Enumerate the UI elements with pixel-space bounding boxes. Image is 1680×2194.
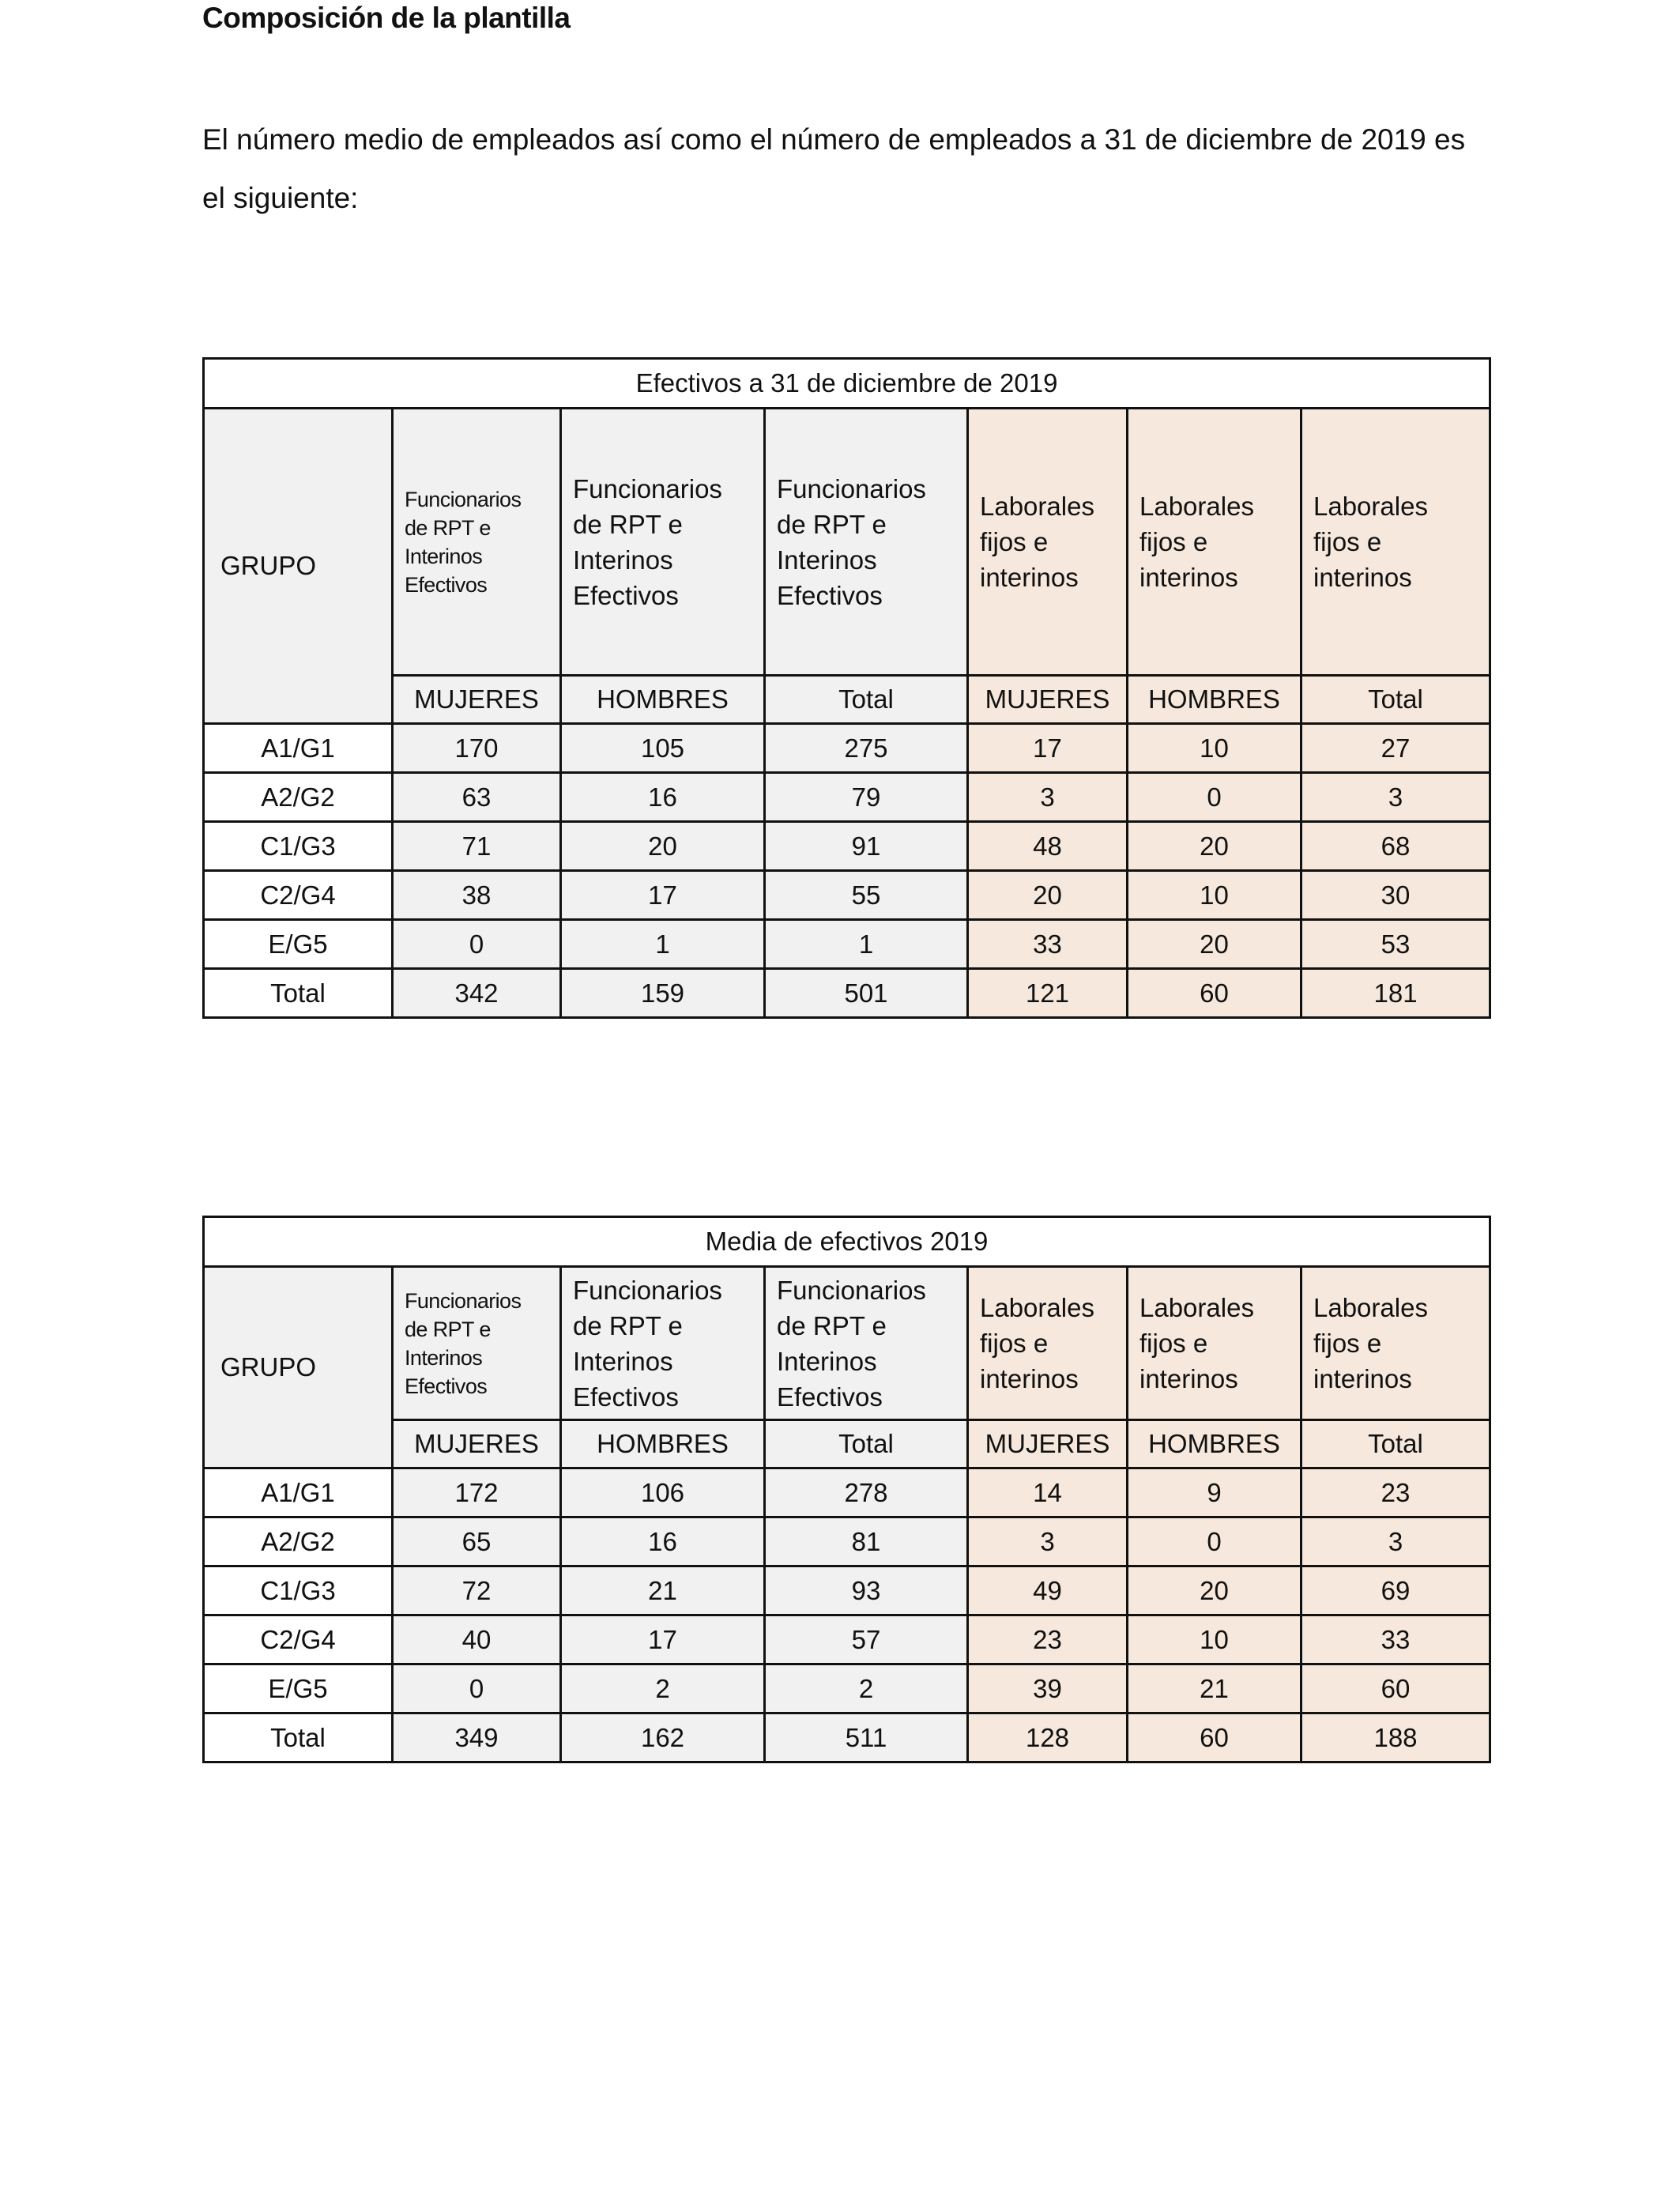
value-cell: 65 [393, 1517, 561, 1566]
value-cell: 16 [561, 1517, 765, 1566]
group-cell: C1/G3 [204, 1566, 393, 1615]
value-cell: 17 [968, 724, 1128, 773]
group-cell: C2/G4 [204, 1615, 393, 1664]
table-row [204, 969, 1490, 1018]
table-row [204, 920, 1490, 969]
value-cell: 91 [765, 822, 968, 871]
funcionarios-header: Funcionarios de RPT e Interinos Efectivos [393, 1267, 561, 1420]
value-cell: 0 [1128, 773, 1301, 822]
subheader-total: Total [765, 1420, 968, 1468]
laborales-header: Laborales fijos e interinos [1128, 1267, 1301, 1420]
group-cell: A2/G2 [204, 773, 393, 822]
subheader-hombres: HOMBRES [561, 676, 765, 724]
value-cell: 38 [393, 871, 561, 920]
table-row [204, 871, 1490, 920]
value-cell: 16 [561, 773, 765, 822]
subheader-mujeres: MUJERES [968, 1420, 1128, 1468]
funcionarios-header: Funcionarios de RPT e Interinos Efectivos [561, 409, 765, 676]
value-cell: 39 [968, 1664, 1128, 1713]
value-cell: 21 [561, 1566, 765, 1615]
value-cell: 81 [765, 1517, 968, 1566]
subheader-mujeres: MUJERES [393, 1420, 561, 1468]
table-title: Media de efectivos 2019 [204, 1217, 1490, 1267]
value-cell: 40 [393, 1615, 561, 1664]
funcionarios-header: Funcionarios de RPT e Interinos Efectivos [561, 1267, 765, 1420]
value-cell: 20 [561, 822, 765, 871]
value-cell: 3 [968, 1517, 1128, 1566]
table-row [204, 724, 1490, 773]
value-cell: 63 [393, 773, 561, 822]
media-efectivos-table [202, 1216, 1491, 1763]
value-cell: 349 [393, 1713, 561, 1762]
value-cell: 10 [1128, 1615, 1301, 1664]
value-cell: 49 [968, 1566, 1128, 1615]
value-cell: 188 [1301, 1713, 1490, 1762]
value-cell: 71 [393, 822, 561, 871]
value-cell: 72 [393, 1566, 561, 1615]
value-cell: 1 [561, 920, 765, 969]
value-cell: 55 [765, 871, 968, 920]
subheader-mujeres: MUJERES [968, 676, 1128, 724]
group-cell: Total [204, 969, 393, 1018]
efectivos-table [202, 357, 1491, 1019]
value-cell: 128 [968, 1713, 1128, 1762]
table-row [204, 822, 1490, 871]
table-row [204, 773, 1490, 822]
subheader-hombres: HOMBRES [1128, 676, 1301, 724]
group-cell: E/G5 [204, 920, 393, 969]
table-row [204, 1664, 1490, 1713]
page-heading: Composición de la plantilla [202, 2, 571, 34]
value-cell: 121 [968, 969, 1128, 1018]
value-cell: 93 [765, 1566, 968, 1615]
laborales-header: Laborales fijos e interinos [1128, 409, 1301, 676]
value-cell: 60 [1128, 1713, 1301, 1762]
funcionarios-header: Funcionarios de RPT e Interinos Efectivos [393, 409, 561, 676]
value-cell: 2 [561, 1664, 765, 1713]
group-cell: A2/G2 [204, 1517, 393, 1566]
value-cell: 20 [968, 871, 1128, 920]
value-cell: 106 [561, 1468, 765, 1517]
laborales-header: Laborales fijos e interinos [1301, 409, 1490, 676]
subheader-hombres: HOMBRES [1128, 1420, 1301, 1468]
value-cell: 68 [1301, 822, 1490, 871]
value-cell: 17 [561, 871, 765, 920]
value-cell: 33 [968, 920, 1128, 969]
value-cell: 23 [1301, 1468, 1490, 1517]
value-cell: 170 [393, 724, 561, 773]
value-cell: 69 [1301, 1566, 1490, 1615]
laborales-header: Laborales fijos e interinos [968, 1267, 1128, 1420]
subheader-mujeres: MUJERES [393, 676, 561, 724]
value-cell: 501 [765, 969, 968, 1018]
value-cell: 33 [1301, 1615, 1490, 1664]
value-cell: 162 [561, 1713, 765, 1762]
value-cell: 1 [765, 920, 968, 969]
grupo-header: GRUPO [204, 1267, 393, 1468]
value-cell: 57 [765, 1615, 968, 1664]
laborales-header: Laborales fijos e interinos [1301, 1267, 1490, 1420]
value-cell: 9 [1128, 1468, 1301, 1517]
value-cell: 48 [968, 822, 1128, 871]
subheader-total: Total [765, 676, 968, 724]
group-cell: A1/G1 [204, 1468, 393, 1517]
table-row [204, 1468, 1490, 1517]
value-cell: 0 [1128, 1517, 1301, 1566]
value-cell: 105 [561, 724, 765, 773]
value-cell: 60 [1128, 969, 1301, 1018]
value-cell: 10 [1128, 871, 1301, 920]
value-cell: 181 [1301, 969, 1490, 1018]
table-row [204, 1713, 1490, 1762]
value-cell: 20 [1128, 920, 1301, 969]
value-cell: 3 [1301, 773, 1490, 822]
funcionarios-header: Funcionarios de RPT e Interinos Efectivos [765, 1267, 968, 1420]
value-cell: 30 [1301, 871, 1490, 920]
grupo-header: GRUPO [204, 409, 393, 724]
value-cell: 172 [393, 1468, 561, 1517]
value-cell: 511 [765, 1713, 968, 1762]
intro-paragraph: El número medio de empleados así como el número de empleados a 31 de diciembre de 2019 es el siguiente: [202, 123, 1466, 214]
subheader-total: Total [1301, 1420, 1490, 1468]
table-row [204, 1566, 1490, 1615]
group-cell: C2/G4 [204, 871, 393, 920]
value-cell: 0 [393, 920, 561, 969]
value-cell: 342 [393, 969, 561, 1018]
group-cell: Total [204, 1713, 393, 1762]
value-cell: 21 [1128, 1664, 1301, 1713]
value-cell: 278 [765, 1468, 968, 1517]
value-cell: 60 [1301, 1664, 1490, 1713]
value-cell: 0 [393, 1664, 561, 1713]
value-cell: 14 [968, 1468, 1128, 1517]
value-cell: 275 [765, 724, 968, 773]
value-cell: 79 [765, 773, 968, 822]
value-cell: 27 [1301, 724, 1490, 773]
subheader-hombres: HOMBRES [561, 1420, 765, 1468]
value-cell: 20 [1128, 1566, 1301, 1615]
table-row [204, 1615, 1490, 1664]
laborales-header: Laborales fijos e interinos [968, 409, 1128, 676]
table-title: Efectivos a 31 de diciembre de 2019 [204, 359, 1490, 409]
value-cell: 159 [561, 969, 765, 1018]
value-cell: 10 [1128, 724, 1301, 773]
subheader-total: Total [1301, 676, 1490, 724]
value-cell: 3 [968, 773, 1128, 822]
table-row [204, 1517, 1490, 1566]
funcionarios-header: Funcionarios de RPT e Interinos Efectivos [765, 409, 968, 676]
value-cell: 2 [765, 1664, 968, 1713]
group-cell: A1/G1 [204, 724, 393, 773]
group-cell: C1/G3 [204, 822, 393, 871]
value-cell: 3 [1301, 1517, 1490, 1566]
value-cell: 17 [561, 1615, 765, 1664]
value-cell: 23 [968, 1615, 1128, 1664]
value-cell: 53 [1301, 920, 1490, 969]
group-cell: E/G5 [204, 1664, 393, 1713]
value-cell: 20 [1128, 822, 1301, 871]
